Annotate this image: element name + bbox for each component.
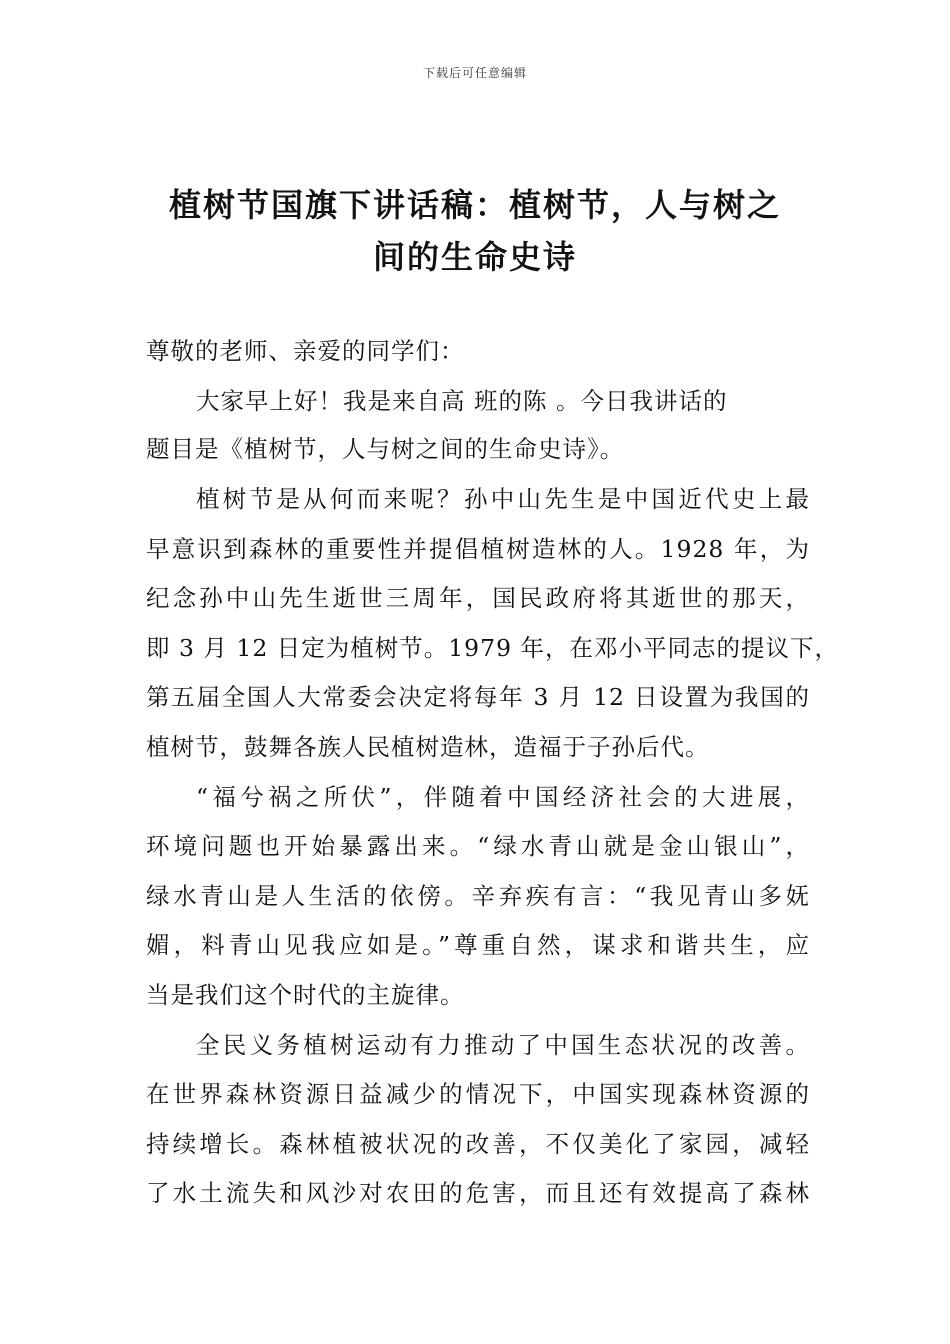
paragraph-3-line-5: 当是我们这个时代的主旋律。: [146, 981, 465, 1009]
paragraph-2-line-5: 第五届全国人大常委会决定将每年 3 月 12 日设置为我国的: [146, 683, 810, 711]
paragraph-1-line-2: 题目是《植树节，人与树之间的生命史诗》。: [146, 435, 625, 463]
salutation-line: 尊敬的老师、亲爱的同学们：: [146, 337, 465, 365]
paragraph-4-line-3: 持续增长。森林植被状况的改善，不仅美化了家园，减轻: [146, 1130, 810, 1158]
paragraph-4-line-4: 了水土流失和风沙对农田的危害，而且还有效提高了森林: [146, 1179, 810, 1207]
paragraph-1-line-1: 大家早上好！我是来自高 班的陈 。今日我讲话的: [196, 387, 728, 415]
paragraph-4-line-1: 全民义务植树运动有力推动了中国生态状况的改善。: [196, 1031, 810, 1059]
paragraph-3-line-4: 媚，料青山见我应如是。”尊重自然，谋求和谐共生，应: [146, 931, 810, 959]
document-title-line-2: 间的生命史诗: [372, 238, 577, 276]
paragraph-2-line-4: 即 3 月 12 日定为植树节。1979 年，在邓小平同志的提议下，: [146, 634, 840, 662]
paragraph-3-line-3: 绿水青山是人生活的依傍。辛弃疾有言：“我见青山多妩: [146, 882, 810, 910]
paragraph-3-line-1: “福兮祸之所伏”，伴随着中国经济社会的大进展，: [196, 783, 810, 811]
paragraph-4-line-2: 在世界森林资源日益减少的情况下，中国实现森林资源的: [146, 1080, 810, 1108]
paragraph-3-line-2: 环境问题也开始暴露出来。“绿水青山就是金山银山”，: [146, 832, 810, 860]
paragraph-2-line-6: 植树节，鼓舞各族人民植树造林，造福于子孙后代。: [146, 733, 710, 761]
header-note: 下载后可任意编辑: [422, 66, 527, 80]
document-title-line-1: 植树节国旗下讲话稿：植树节，人与树之: [168, 186, 781, 224]
paragraph-2-line-3: 纪念孙中山先生逝世三周年，国民政府将其逝世的那天，: [146, 584, 810, 612]
paragraph-2-line-1: 植树节是从何而来呢？孙中山先生是中国近代史上最: [196, 485, 810, 513]
paragraph-2-line-2: 早意识到森林的重要性并提倡植树造林的人。1928 年，为: [146, 535, 810, 563]
